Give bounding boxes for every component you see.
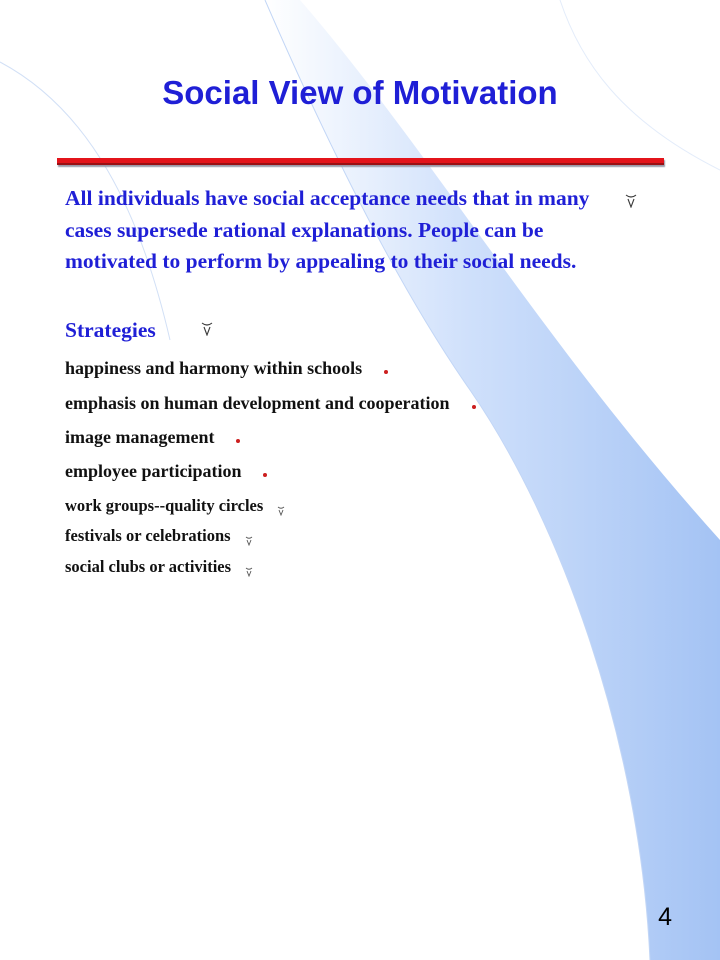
strategy-subitem [65, 526, 253, 546]
dot-bullet-icon [384, 370, 388, 374]
taurus-bullet-icon [201, 322, 213, 336]
strategy-item [65, 427, 240, 448]
page-number: 4 [658, 903, 672, 931]
strategy-subitem-label: social clubs or activities [65, 557, 232, 576]
strategy-item-label: happiness and harmony within schools [65, 358, 363, 378]
small-taurus-icon [245, 536, 253, 546]
dot-bullet-icon [236, 439, 240, 443]
title-divider [57, 158, 664, 165]
small-taurus-icon [245, 567, 253, 577]
strategy-subitem-label: festivals or celebrations [65, 526, 231, 545]
strategy-item [65, 358, 388, 379]
strategy-subitem-label: work groups--quality circles [65, 496, 264, 515]
strategy-item [65, 393, 476, 414]
strategy-subitem [65, 557, 253, 577]
strategy-item [65, 461, 267, 482]
dot-bullet-icon [472, 405, 476, 409]
strategies-heading [65, 318, 156, 343]
slide-title: Social View of Motivation [162, 74, 558, 111]
strategy-item-label: emphasis on human development and cooperation [65, 393, 450, 413]
strategies-label: Strategies [65, 318, 156, 342]
intro-paragraph: All individuals have social acceptance needs that in many cases supersede rational explanations. People can be motivated to perform by appealing to their social needs. [65, 186, 590, 273]
dot-bullet-icon [263, 473, 267, 477]
small-taurus-icon [277, 506, 285, 516]
strategy-subitem [65, 496, 285, 516]
strategy-item-label: image management [65, 427, 215, 447]
taurus-bullet-icon [625, 194, 637, 208]
strategy-item-label: employee participation [65, 461, 242, 481]
